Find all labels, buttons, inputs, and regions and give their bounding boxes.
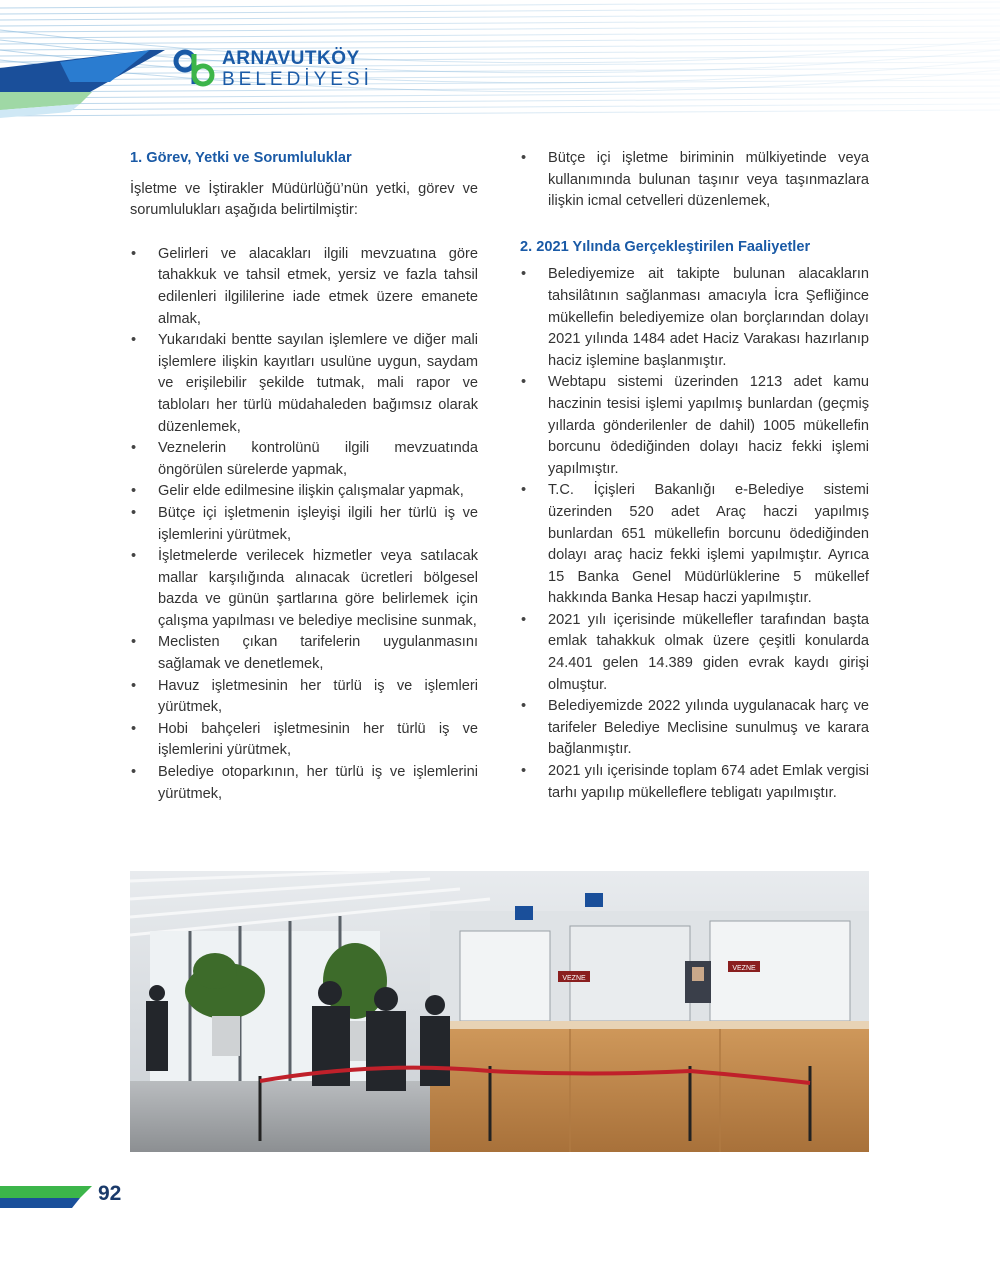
list-item: • Havuz işletmesinin her türlü iş ve işlemleri yürütmek, <box>130 676 478 719</box>
right-column <box>520 148 869 804</box>
list-item: • Webtapu sistemi üzerinden 1213 adet kamu haczinin tesisi işlemi yapılmış bunlardan (geçmiş yıllarda gönderilenler de dahil) 1005 mükellefin borcunu ödediğinden dolayı haciz fekki işlemi yapılmıştır. <box>520 372 869 480</box>
list-item: • Gelirleri ve alacakları ilgili mevzuatına göre tahakkuk ve tahsil etmek, yersiz ve fazla tahsil edilenleri ilgililerine iade etmek üzere emanete almak, <box>130 244 478 330</box>
duties-list <box>130 244 478 805</box>
section-heading-duties: 1. Görev, Yetki ve Sorumluluklar <box>130 150 352 166</box>
municipality-logo <box>172 46 373 92</box>
left-column <box>130 148 478 805</box>
logo-name: ARNAVUTKÖY <box>222 48 360 69</box>
activities-list <box>520 264 869 804</box>
list-item: • Belediyemizde 2022 yılında uygulanacak harç ve tarifeler Belediye Meclisine sunulmuş ve karara bağlanmıştır. <box>520 696 869 761</box>
list-item: • 2021 yılı içerisinde mükellefler tarafından başta emlak tahakkuk olmak üzere çeşitli konularda 24.401 gelen 14.389 giden evrak kaydı girişi olmuştur. <box>520 610 869 696</box>
vezne-sign-1: VEZNE <box>562 975 586 982</box>
list-item: • Gelir elde edilmesine ilişkin çalışmalar yapmak, <box>130 481 478 503</box>
logo-mark-icon <box>172 46 216 92</box>
cashier-hall-photo <box>130 871 869 1152</box>
header-band <box>0 0 1000 122</box>
logo-subtitle: BELEDİYESİ <box>222 69 373 90</box>
list-item: • Veznelerin kontrolünü ilgili mevzuatında öngörülen sürelerde yapmak, <box>130 438 478 481</box>
duties-list-continued <box>520 148 869 213</box>
list-item: • Bütçe içi işletmenin işleyişi ilgili her türlü iş ve işlemlerini yürütmek, <box>130 503 478 546</box>
list-item: • 2021 yılı içerisinde toplam 674 adet Emlak vergisi tarhı yapılıp mükelleflere tebligatı yapılmıştır. <box>520 761 869 804</box>
list-item: • Hobi bahçeleri işletmesinin her türlü iş ve işlemlerini yürütmek, <box>130 719 478 762</box>
header-stripe-blue <box>60 50 150 82</box>
list-item: • T.C. İçişleri Bakanlığı e-Belediye sistemi üzerinden 520 adet Araç haczi yapılmış bunlardan 651 mükellefin borcunu ödediğinden dolayı araç haciz fekki işlemi yapılmıştır. Ayrıca 15 Banka Genel Müdürlüklerine 5 mükellef hakkında Banka Hesap haczi yapılmıştır. <box>520 480 869 610</box>
section-heading-activities: 2. 2021 Yılında Gerçekleştirilen Faaliyetler <box>520 238 811 255</box>
list-item: • Belediyemize ait takipte bulunan alacakların tahsilâtının sağlanması amacıyla İcra Şefliğince mükellefin belediyemize olan borçlarından dolayı 2021 yılında 1484 adet Haciz Varakası hazırlanıp haciz işlemine başlanmıştır. <box>520 264 869 372</box>
vezne-sign-2: VEZNE <box>732 965 756 972</box>
list-item: • Yukarıdaki bentte sayılan işlemlere ve diğer mali işlemlere ilişkin kayıtları usulüne uygun, saydam ve erişilebilir şekilde tutmak, mali rapor ve tabloları her türlü müdahaleden bağımsız olarak düzenlemek, <box>130 330 478 438</box>
page-number: 92 <box>98 1182 122 1205</box>
footer-stripe <box>0 1186 92 1208</box>
list-item: • Belediye otoparkının, her türlü iş ve işlemlerini yürütmek, <box>130 762 478 805</box>
list-item: • Bütçe içi işletme biriminin mülkiyetinde veya kullanımında bulunan taşınır veya taşınmazlara ilişkin icmal cetvelleri düzenlemek, <box>520 148 869 213</box>
list-item: • İşletmelerde verilecek hizmetler veya satılacak mallar karşılığında alınacak ücretleri bölgesel bazda ve günün şartlarına göre belirlemek için çalışma yapılması ve belediye meclisine sunmak, <box>130 546 478 632</box>
list-item: • Meclisten çıkan tarifelerin uygulanmasını sağlamak ve denetlemek, <box>130 632 478 675</box>
intro-paragraph: İşletme ve İştirakler Müdürlüğü’nün yetki, görev ve sorumlulukları aşağıda belirtilmiştir: <box>130 180 478 219</box>
